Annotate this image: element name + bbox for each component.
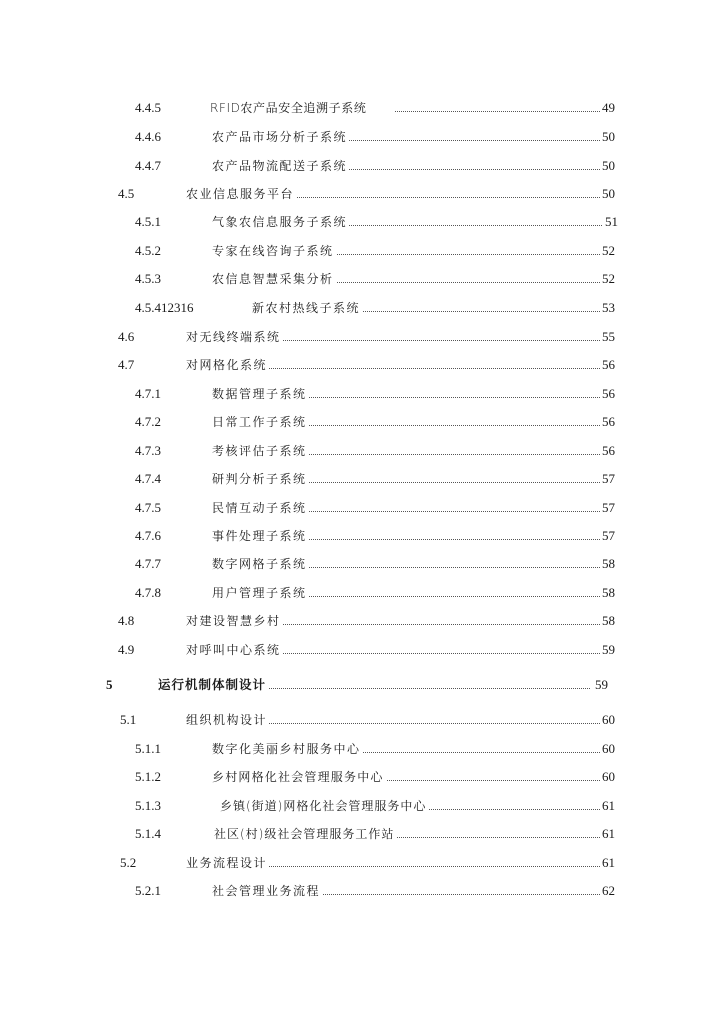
toc-entry-page: 50: [601, 183, 615, 205]
toc-entry-number: 4.7.5: [135, 500, 161, 515]
toc-entry-page: 61: [601, 795, 615, 817]
toc-entry-title: 数字化美丽乡村服务中心: [212, 738, 363, 760]
toc-entry-5-2[interactable]: [0, 852, 724, 874]
toc-entry-number: 4.5.3: [135, 271, 161, 286]
toc-entry-number: 4.5.2: [135, 243, 161, 258]
toc-entry-title: 考核评估子系统: [212, 440, 309, 462]
toc-entry-page: 56: [601, 383, 615, 405]
toc-entry-4-5-4[interactable]: [0, 297, 724, 319]
toc-entry-title: 农产品物流配送子系统: [212, 155, 349, 177]
toc-entry-page: 60: [601, 709, 615, 731]
toc-entry-title: RFID农产品安全追溯子系统: [210, 97, 368, 119]
toc-entry-title: 对无线终端系统: [186, 326, 283, 348]
toc-entry-number: 5.1.3: [135, 798, 161, 813]
toc-entry-page: 50: [601, 155, 615, 177]
toc-entry-4-5-3[interactable]: [0, 268, 724, 290]
toc-entry-number: 5.2: [120, 855, 137, 870]
toc-entry-number: 4.7.3: [135, 443, 161, 458]
toc-entry-title: 民情互动子系统: [212, 497, 309, 519]
toc-entry-title: 气象农信息服务子系统: [212, 211, 349, 233]
toc-entry-number: 5.1: [120, 712, 137, 727]
toc-entry-page: 57: [601, 497, 615, 519]
toc-entry-page: 61: [601, 823, 615, 845]
toc-entry-page: 51: [604, 211, 618, 233]
toc-entry-4-4-7[interactable]: [0, 155, 724, 177]
toc-entry-number: 5.2.1: [135, 883, 161, 898]
toc-entry-title: 社区(村)级社会管理服务工作站: [214, 823, 396, 845]
toc-entry-number: 4.7.2: [135, 414, 161, 429]
toc-entry-page: 56: [601, 440, 615, 462]
toc-entry-number: 4.4.7: [135, 158, 161, 173]
toc-entry-title: 组织机构设计: [186, 709, 269, 731]
toc-entry-4-7-2[interactable]: [0, 411, 724, 433]
toc-entry-4-7-7[interactable]: [0, 553, 724, 575]
toc-entry-page: 49: [601, 97, 615, 119]
toc-entry-title: 事件处理子系统: [212, 525, 309, 547]
toc-entry-number: 4.5.1: [135, 214, 161, 229]
toc-entry-number: 5.1.4: [135, 826, 161, 841]
toc-entry-title: 日常工作子系统: [212, 411, 309, 433]
toc-entry-page: 60: [601, 766, 615, 788]
toc-entry-number: 4.7: [118, 357, 135, 372]
toc-entry-4-7-5[interactable]: [0, 497, 724, 519]
toc-entry-title: 数据管理子系统: [212, 383, 309, 405]
toc-entry-number: 4.4.5: [135, 100, 161, 115]
toc-entry-number: 5: [106, 677, 113, 692]
toc-entry-4-4-6[interactable]: [0, 126, 724, 148]
toc-entry-page: 59: [601, 639, 615, 661]
toc-entry-5-1[interactable]: [0, 709, 724, 731]
toc-entry-4-7-3[interactable]: [0, 440, 724, 462]
toc-entry-page: 56: [601, 354, 615, 376]
toc-entry-page: 59: [594, 674, 608, 696]
toc-entry-number: 4.7.4: [135, 471, 161, 486]
toc-entry-title: 研判分析子系统: [212, 468, 309, 490]
toc-entry-page: 56: [601, 411, 615, 433]
toc-entry-4-5-1[interactable]: [0, 211, 724, 233]
toc-entry-number: 4.5: [118, 186, 135, 201]
toc-entry-page: 50: [601, 126, 615, 148]
toc-entry-number: 4.9: [118, 642, 135, 657]
toc-entry-page: 62: [601, 880, 615, 902]
toc-entry-title: 农产品市场分析子系统: [212, 126, 349, 148]
toc-entry-title: 社会管理业务流程: [212, 880, 322, 902]
toc-leader-dots: [395, 111, 600, 112]
toc-entry-page: 61: [601, 852, 615, 874]
toc-entry-5-1-1[interactable]: [0, 738, 724, 760]
toc-entry-5-1-3[interactable]: [0, 795, 724, 817]
toc-entry-title: 数字网格子系统: [212, 553, 309, 575]
toc-entry-page: 58: [601, 553, 615, 575]
toc-entry-title: 新农村热线子系统: [252, 297, 362, 319]
toc-entry-4-7[interactable]: [0, 354, 724, 376]
toc-entry-number: 4.7.8: [135, 585, 161, 600]
toc-entry-number: 4.6: [118, 329, 135, 344]
toc-entry-number: 5.1.2: [135, 769, 161, 784]
toc-entry-page: 55: [601, 326, 615, 348]
toc-entry-page: 58: [601, 582, 615, 604]
toc-entry-4-7-8[interactable]: [0, 582, 724, 604]
toc-entry-page: 57: [601, 468, 615, 490]
toc-entry-4-7-4[interactable]: [0, 468, 724, 490]
toc-entry-4-6[interactable]: [0, 326, 724, 348]
toc-entry-page: 57: [601, 525, 615, 547]
toc-entry-5-1-4[interactable]: [0, 823, 724, 845]
toc-entry-title: 专家在线咨询子系统: [212, 240, 336, 262]
toc-entry-number: 4.7.1: [135, 386, 161, 401]
toc-entry-number: 4.5.412316: [135, 300, 194, 315]
toc-entry-number: 4.7.6: [135, 528, 161, 543]
toc-entry-4-9[interactable]: [0, 639, 724, 661]
toc-entry-page: 52: [601, 240, 615, 262]
toc-entry-title: 农业信息服务平台: [186, 183, 296, 205]
toc-entry-title: 农信息智慧采集分析: [212, 268, 336, 290]
toc-entry-title: 用户管理子系统: [212, 582, 309, 604]
toc-entry-5-1-2[interactable]: [0, 766, 724, 788]
toc-entry-4-7-1[interactable]: [0, 383, 724, 405]
toc-entry-number: 5.1.1: [135, 741, 161, 756]
toc-entry-title: 乡镇(街道)网格化社会管理服务中心: [220, 795, 428, 817]
toc-entry-page: 58: [601, 610, 615, 632]
toc-entry-page: 52: [601, 268, 615, 290]
toc-entry-title: 运行机制体制设计: [158, 674, 268, 696]
toc-entry-number: 4.8: [118, 613, 135, 628]
toc-entry-page: 53: [601, 297, 615, 319]
toc-entry-4-5-2[interactable]: [0, 240, 724, 262]
toc-entry-number: 4.4.6: [135, 129, 161, 144]
toc-entry-number: 4.7.7: [135, 556, 161, 571]
toc-entry-title: 对网格化系统: [186, 354, 269, 376]
toc-entry-5-2-1[interactable]: [0, 880, 724, 902]
toc-entry-page: 60: [601, 738, 615, 760]
toc-entry-4-7-6[interactable]: [0, 525, 724, 547]
toc-entry-title: 对呼叫中心系统: [186, 639, 283, 661]
toc-entry-4-4-5[interactable]: [0, 97, 724, 119]
toc-entry-5[interactable]: [0, 674, 724, 696]
toc-entry-4-5[interactable]: [0, 183, 724, 205]
toc-entry-title: 业务流程设计: [186, 852, 269, 874]
toc-entry-title: 对建设智慧乡村: [186, 610, 283, 632]
toc-entry-4-8[interactable]: [0, 610, 724, 632]
toc-entry-title: 乡村网格化社会管理服务中心: [212, 766, 386, 788]
